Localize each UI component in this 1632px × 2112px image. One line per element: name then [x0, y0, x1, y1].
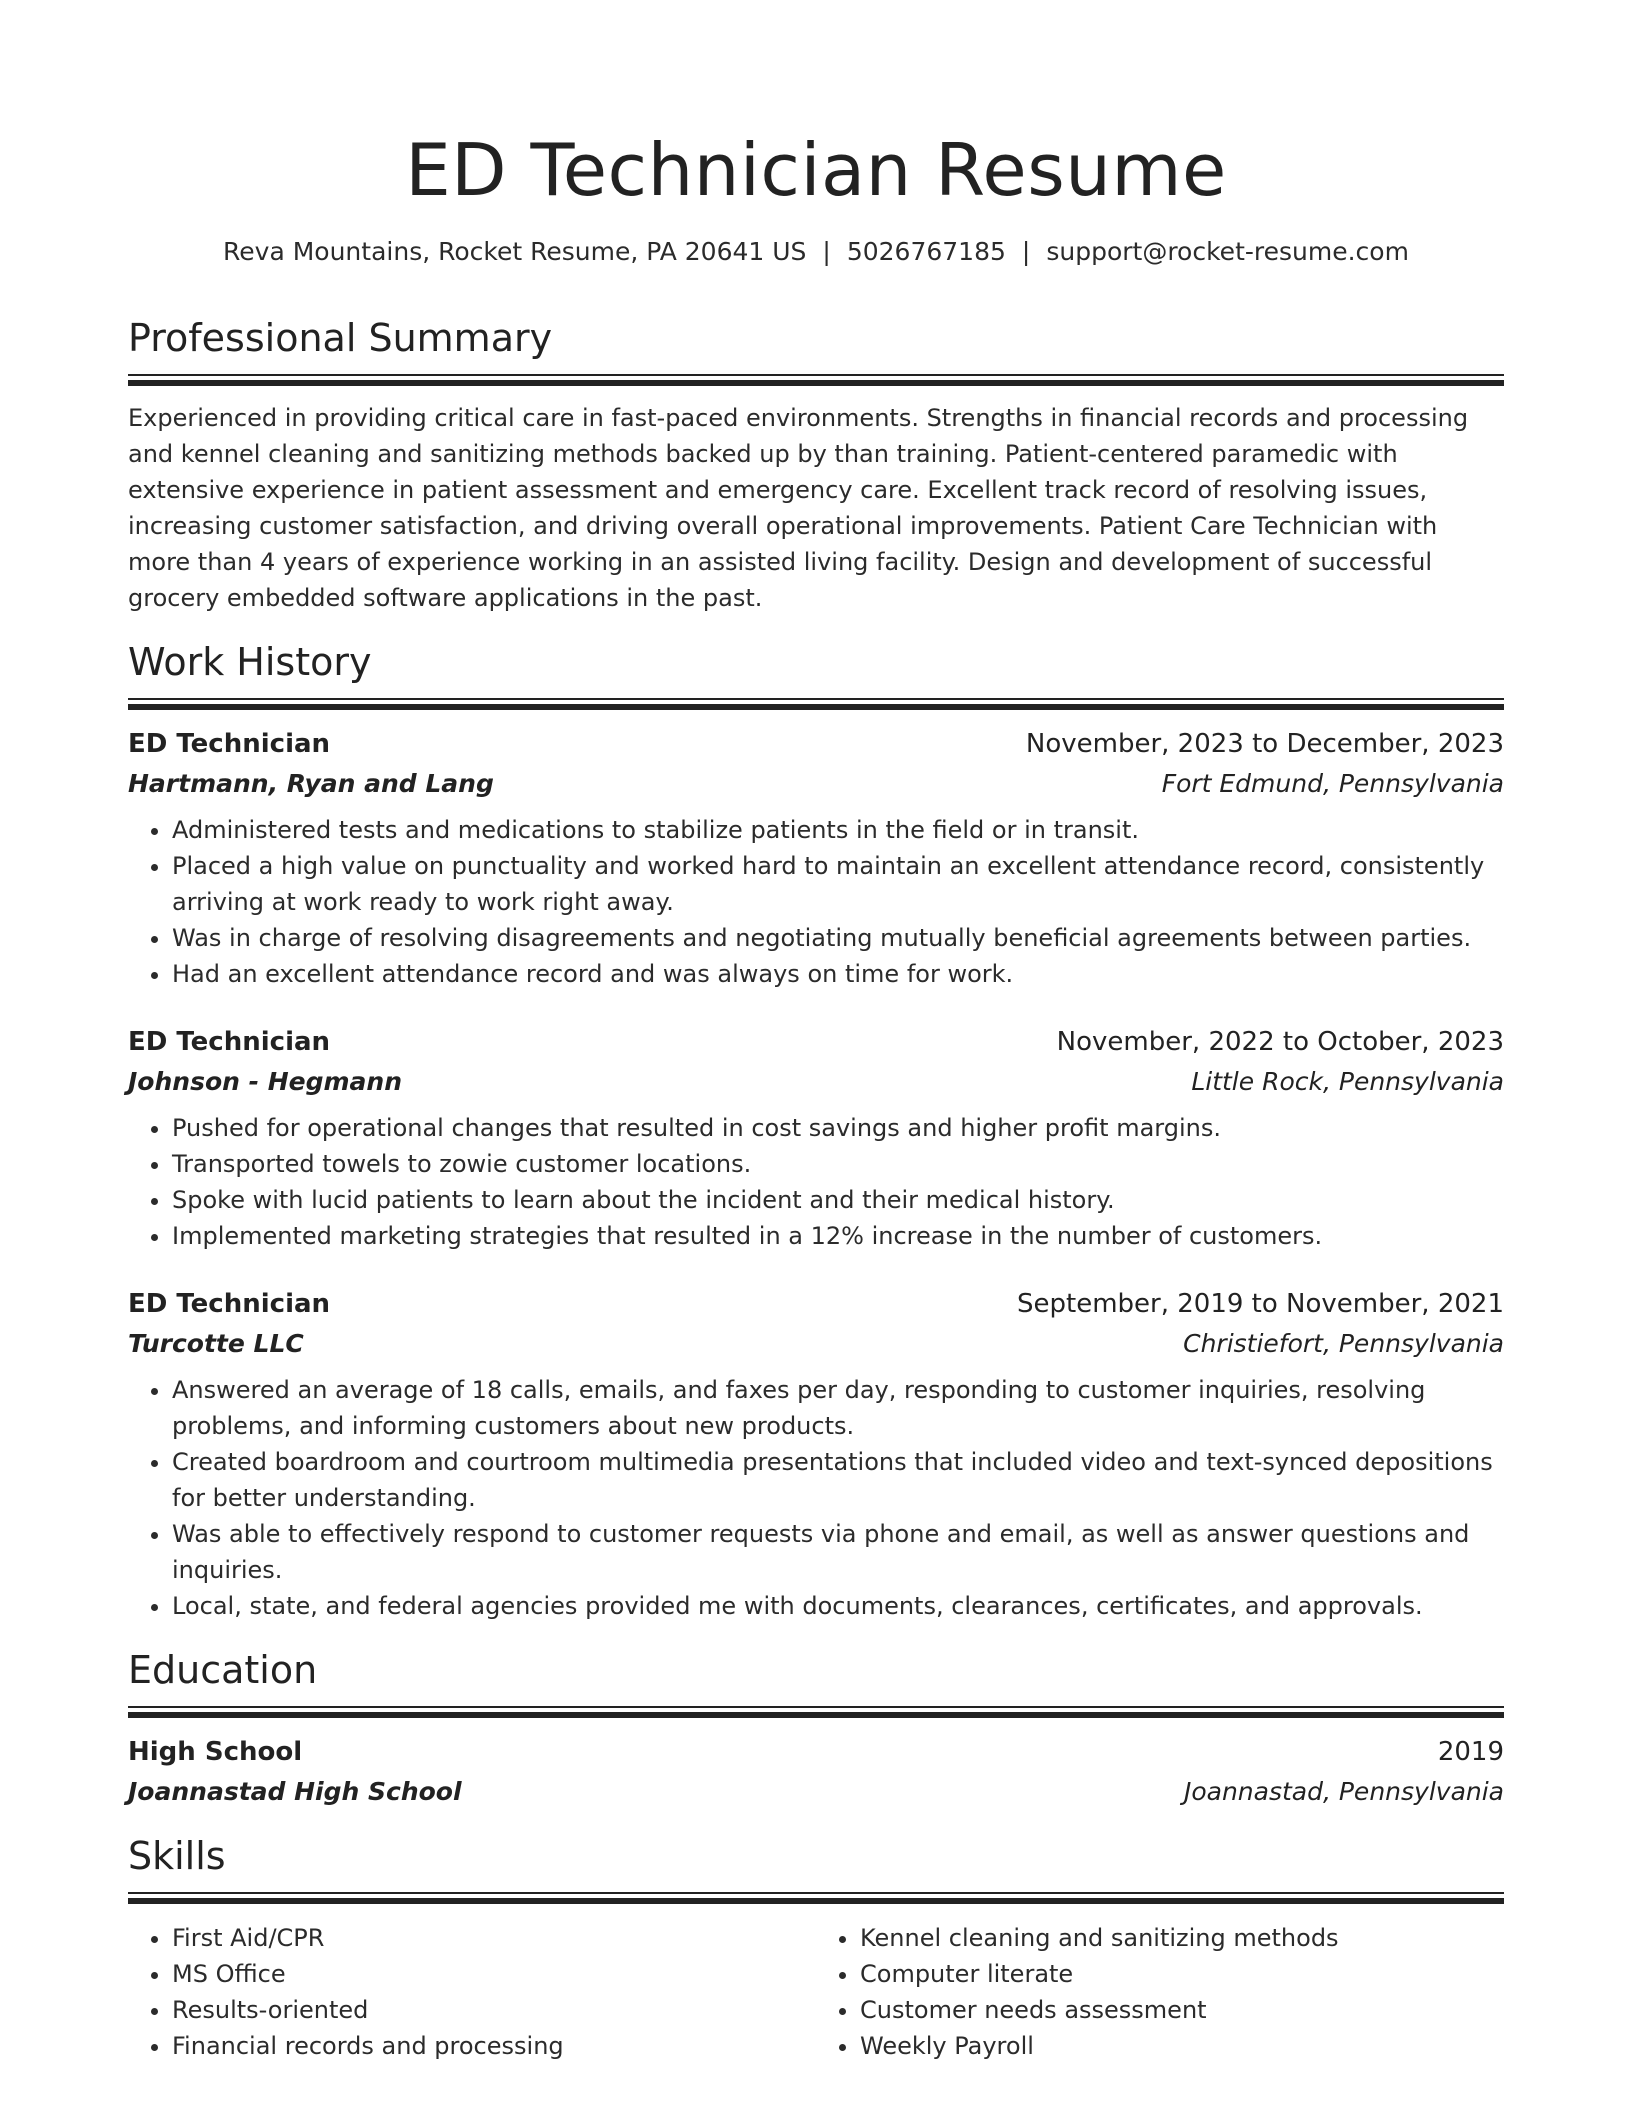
job-company: Johnson - Hegmann: [128, 1067, 402, 1096]
skill-item: • MS Office: [172, 1956, 816, 1992]
section-divider: [128, 1706, 1504, 1718]
contact-separator: |: [822, 237, 831, 266]
education-location: Joannastad, Pennsylvania: [1183, 1777, 1504, 1806]
skill-item: • Customer needs assessment: [860, 1992, 1504, 2028]
skill-item: • First Aid/CPR: [172, 1920, 816, 1956]
education-degree: High School: [128, 1737, 303, 1767]
skills-list: [816, 1920, 1504, 2064]
job-bullet: • Answered an average of 18 calls, emails, and faxes per day, responding to customer inquiries, resolving problems, and informing customers about new products.: [172, 1372, 1504, 1444]
job-bullet: • Was able to effectively respond to customer requests via phone and email, as well as answer questions and inquiries.: [172, 1516, 1504, 1588]
section-divider: [128, 374, 1504, 386]
section-heading-education: Education: [128, 1648, 318, 1692]
skills-section: [128, 1832, 1504, 2064]
job-bullet-list: [128, 1110, 1504, 1254]
contact-phone: 5026767185: [846, 237, 1006, 266]
job-bullet: • Administered tests and medications to stabilize patients in the field or in transit.: [172, 812, 1504, 848]
education-year: 2019: [1437, 1737, 1504, 1767]
job-bullet: • Pushed for operational changes that resulted in cost savings and higher profit margins.: [172, 1110, 1504, 1146]
job-bullet: • Placed a high value on punctuality and worked hard to maintain an excellent attendance record, consistently arriving at work ready to work right away.: [172, 848, 1504, 920]
job-location: Little Rock, Pennsylvania: [1191, 1067, 1504, 1096]
job-title: ED Technician: [128, 1027, 331, 1057]
job-dates: September, 2019 to November, 2021: [1017, 1289, 1504, 1319]
section-heading-summary: Professional Summary: [128, 316, 553, 360]
skill-item: • Results-oriented: [172, 1992, 816, 2028]
education-school: Joannastad High School: [128, 1777, 462, 1806]
job-location: Christiefort, Pennsylvania: [1183, 1329, 1504, 1358]
skill-item: • Kennel cleaning and sanitizing methods: [860, 1920, 1504, 1956]
job-location: Fort Edmund, Pennsylvania: [1161, 769, 1504, 798]
skill-item: • Computer literate: [860, 1956, 1504, 1992]
resume-title: ED Technician Resume: [405, 128, 1227, 212]
skills-column-right: [816, 1920, 1504, 2064]
contact-email: support@rocket-resume.com: [1046, 237, 1409, 266]
job-company: Hartmann, Ryan and Lang: [128, 769, 494, 798]
job-company: Turcotte LLC: [128, 1329, 304, 1358]
skill-item: • Weekly Payroll: [860, 2028, 1504, 2064]
job-entry: [128, 1284, 1504, 1624]
skill-item: • Financial records and processing: [172, 2028, 816, 2064]
contact-separator: |: [1021, 237, 1031, 266]
section-heading-skills: Skills: [128, 1834, 226, 1878]
work-history-section: [128, 638, 1504, 1624]
job-bullet: • Created boardroom and courtroom multimedia presentations that included video and text-synced depositions for better understanding.: [172, 1444, 1504, 1516]
job-bullet: • Transported towels to zowie customer locations.: [172, 1146, 1504, 1182]
job-entry: [128, 724, 1504, 992]
summary-section: [128, 314, 1504, 616]
section-divider: [128, 1892, 1504, 1904]
skills-grid: [128, 1920, 1504, 2064]
job-bullet: • Implemented marketing strategies that resulted in a 12% increase in the number of customers.: [172, 1218, 1504, 1254]
section-divider: [128, 698, 1504, 710]
job-bullet: • Was in charge of resolving disagreements and negotiating mutually beneficial agreements between parties.: [172, 920, 1504, 956]
job-bullet: • Had an excellent attendance record and was always on time for work.: [172, 956, 1504, 992]
job-title: ED Technician: [128, 1289, 331, 1319]
job-entry: [128, 1022, 1504, 1254]
job-dates: November, 2023 to December, 2023: [1025, 729, 1504, 759]
job-dates: November, 2022 to October, 2023: [1056, 1027, 1504, 1057]
contact-address: Reva Mountains, Rocket Resume, PA 20641 US: [223, 237, 807, 266]
summary-text: Experienced in providing critical care in fast-paced environments. Strengths in financial records and processing and kennel cleaning and sanitizing methods backed up by than training. Patient-centered paramedic with extensive experience in patient assessment and emergency care. Excellent track record of resolving issues, increasing customer satisfaction, and driving overall operational improvements. Patient Care Technician with more than 4 years of experience working in an assisted living facility. Design and development of successful grocery embedded software applications in the past.: [128, 404, 1469, 612]
section-heading-work-history: Work History: [128, 640, 372, 684]
job-bullet: • Spoke with lucid patients to learn about the incident and their medical history.: [172, 1182, 1504, 1218]
job-bullet: • Local, state, and federal agencies provided me with documents, clearances, certificates, and approvals.: [172, 1588, 1504, 1624]
contact-line: [128, 234, 1504, 270]
job-bullet-list: [128, 812, 1504, 992]
skills-list: [128, 1920, 816, 2064]
education-section: [128, 1646, 1504, 1812]
job-title: ED Technician: [128, 729, 331, 759]
job-bullet-list: [128, 1372, 1504, 1624]
education-entry: [128, 1732, 1504, 1812]
skills-column-left: [128, 1920, 816, 2064]
